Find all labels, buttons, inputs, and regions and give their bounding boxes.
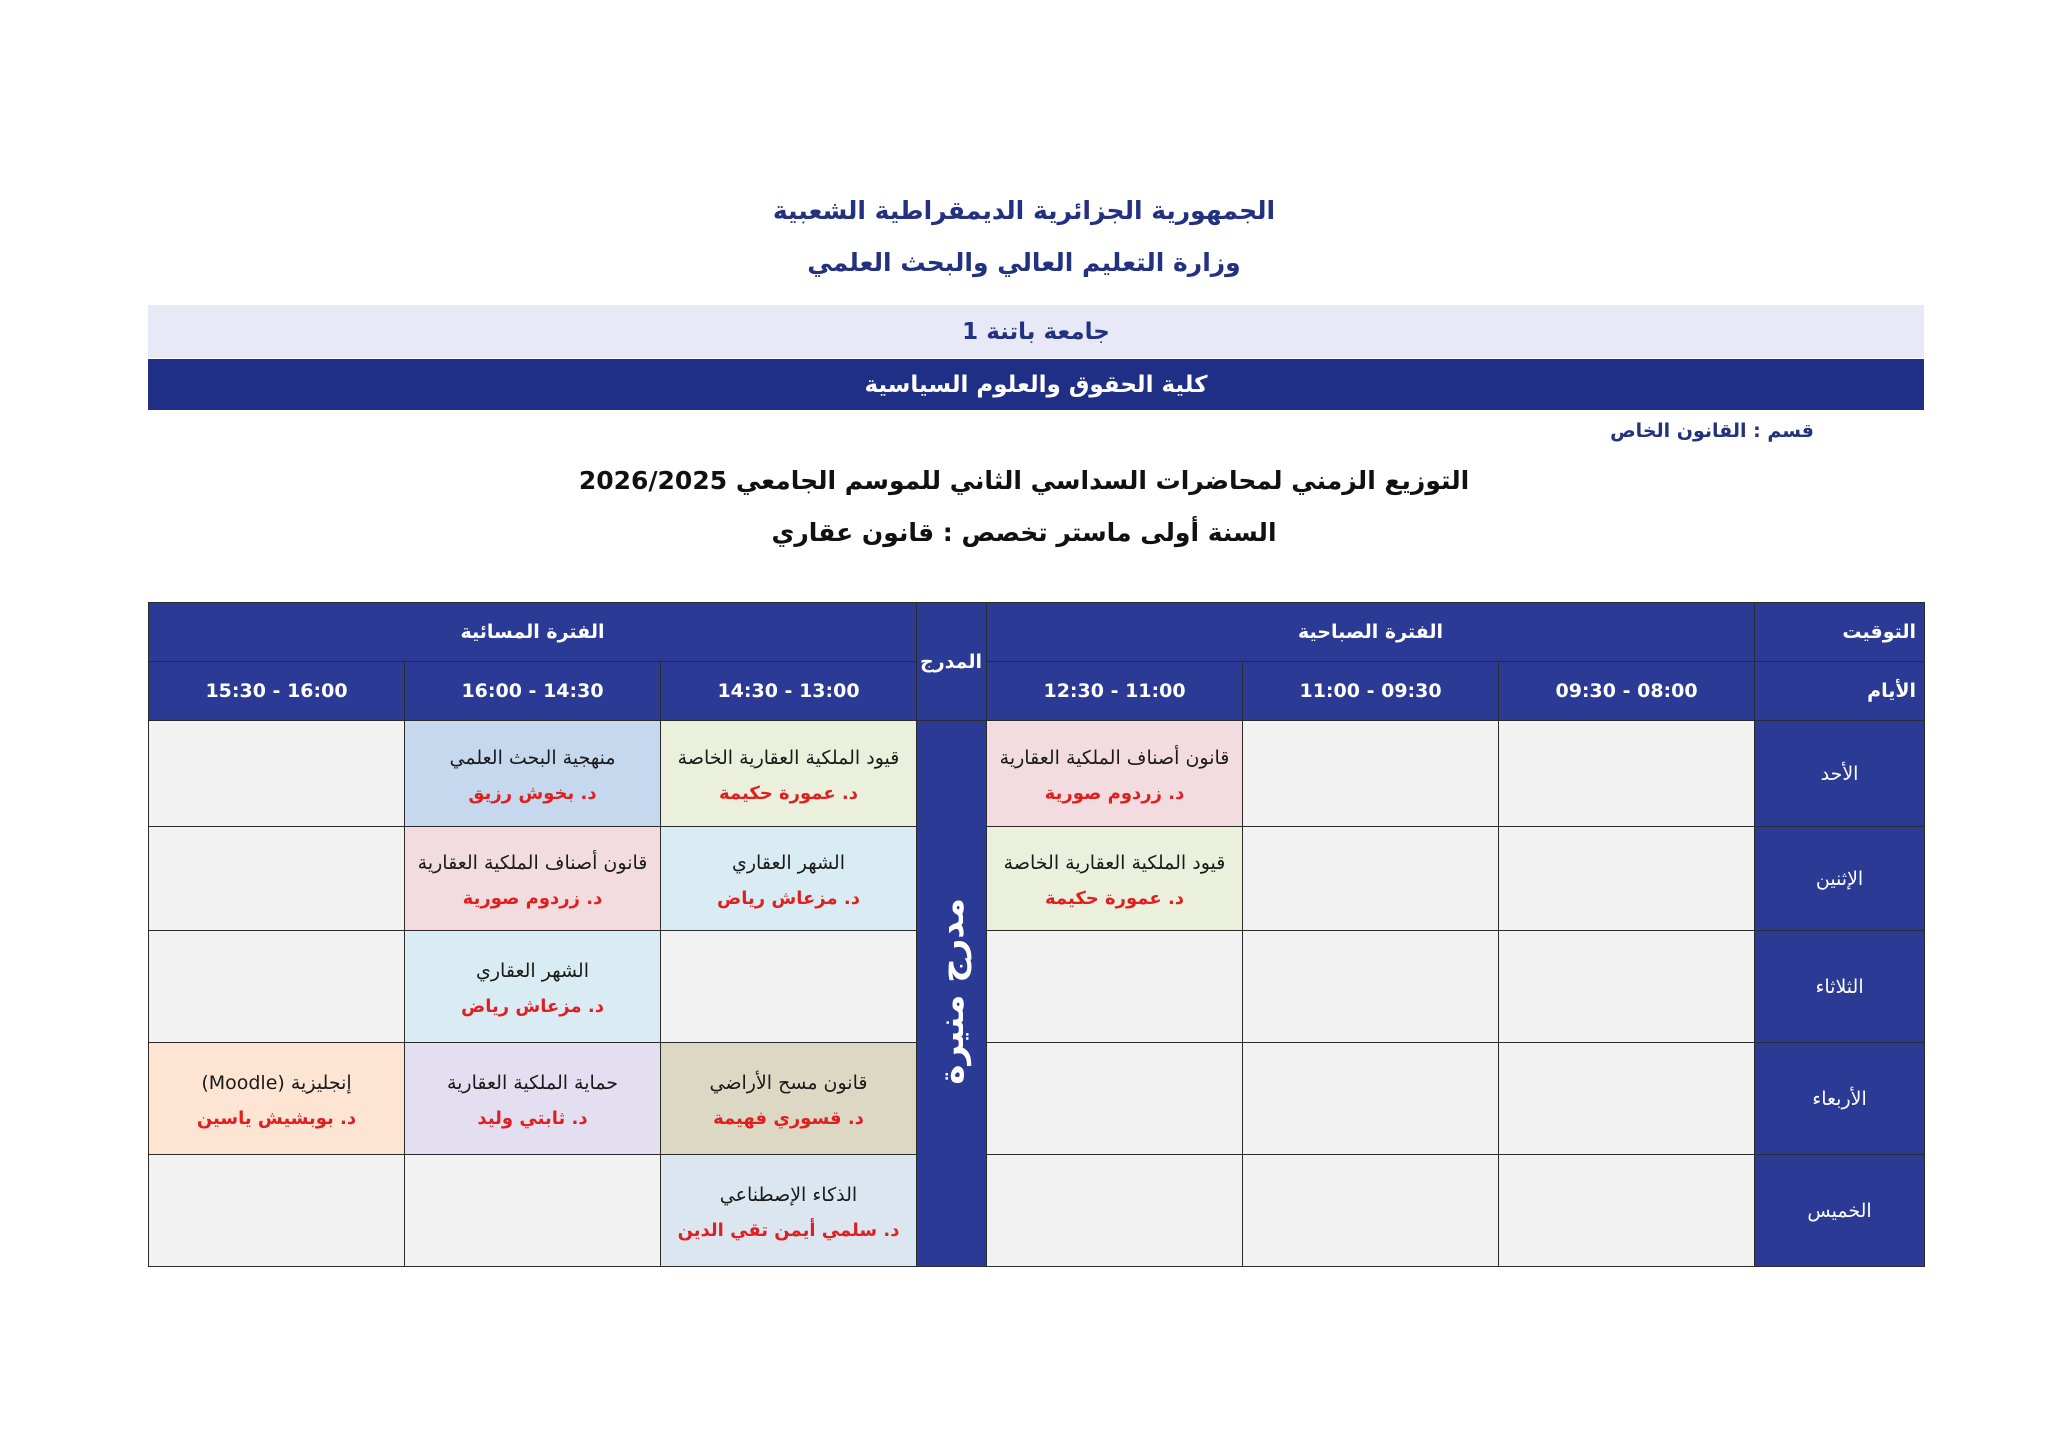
department-label: قسم : القانون الخاص bbox=[1610, 420, 1814, 442]
day-row bbox=[149, 1043, 1925, 1155]
empty-slot bbox=[1499, 721, 1755, 827]
course-name: قيود الملكية العقارية الخاصة bbox=[1003, 851, 1226, 874]
course-slot bbox=[661, 721, 917, 827]
course-slot bbox=[661, 1155, 917, 1267]
professor-name: د. بوبشيش ياسين bbox=[196, 1107, 357, 1129]
professor-name: د. مزعاش رياض bbox=[461, 995, 604, 1017]
empty-slot bbox=[987, 1155, 1243, 1267]
empty-slot bbox=[1243, 931, 1499, 1043]
empty-slot bbox=[987, 1043, 1243, 1155]
evening-period-header: الفترة المسائية bbox=[149, 603, 917, 662]
professor-name: د. قسوري فهيمة bbox=[713, 1107, 864, 1129]
slot-header: 16:00 - 15:30 bbox=[149, 662, 405, 721]
schedule-subtitle: السنة أولى ماستر تخصص : قانون عقاري bbox=[771, 518, 1277, 547]
empty-slot bbox=[661, 931, 917, 1043]
amphi-header: المدرج bbox=[917, 603, 987, 721]
timing-header: التوقيت bbox=[1755, 603, 1925, 662]
professor-name: د. عمورة حكيمة bbox=[718, 782, 859, 804]
slot-header: 08:00 - 09:30 bbox=[1499, 662, 1755, 721]
header-row-slots bbox=[149, 662, 1925, 721]
course-name: الذكاء الإصطناعي bbox=[719, 1183, 858, 1206]
day-label: الثلاثاء bbox=[1755, 931, 1925, 1043]
course-slot bbox=[405, 931, 661, 1043]
days-header: الأيام bbox=[1755, 662, 1925, 721]
empty-slot bbox=[987, 931, 1243, 1043]
slot-header: 11:00 - 12:30 bbox=[987, 662, 1243, 721]
course-name: قيود الملكية العقارية الخاصة bbox=[677, 746, 900, 769]
empty-slot bbox=[1499, 1155, 1755, 1267]
professor-name: د. زردوم صورية bbox=[1044, 782, 1185, 804]
republic-title: الجمهورية الجزائرية الديمقراطية الشعبية bbox=[772, 196, 1276, 225]
amphi-column bbox=[917, 721, 987, 1267]
morning-period-header: الفترة الصباحية bbox=[987, 603, 1755, 662]
day-label: الأحد bbox=[1755, 721, 1925, 827]
course-name: قانون أصناف الملكية العقارية bbox=[999, 746, 1230, 769]
day-row bbox=[149, 931, 1925, 1043]
empty-slot bbox=[1243, 1043, 1499, 1155]
professor-name: د. سلمي أيمن تقي الدين bbox=[677, 1219, 900, 1241]
empty-slot bbox=[1243, 721, 1499, 827]
empty-slot bbox=[149, 827, 405, 931]
empty-slot bbox=[149, 1155, 405, 1267]
course-name: حماية الملكية العقارية bbox=[446, 1071, 619, 1094]
course-slot bbox=[661, 827, 917, 931]
course-slot bbox=[987, 827, 1243, 931]
empty-slot bbox=[1499, 827, 1755, 931]
day-row bbox=[149, 827, 1925, 931]
timetable bbox=[148, 602, 1925, 1267]
professor-name: د. زردوم صورية bbox=[462, 887, 603, 909]
course-name: إنجليزية (Moodle) bbox=[201, 1071, 352, 1094]
course-slot bbox=[405, 1043, 661, 1155]
professor-name: د. مزعاش رياض bbox=[717, 887, 860, 909]
slot-header: 14:30 - 16:00 bbox=[405, 662, 661, 721]
empty-slot bbox=[405, 1155, 661, 1267]
empty-slot bbox=[1243, 1155, 1499, 1267]
schedule-title: التوزيع الزمني لمحاضرات السداسي الثاني للموسم الجامعي 2026/2025 bbox=[578, 466, 1470, 495]
empty-slot bbox=[1499, 1043, 1755, 1155]
professor-name: د. بخوش رزيق bbox=[468, 782, 597, 804]
university-name: جامعة باتنة 1 bbox=[962, 318, 1110, 345]
faculty-name: كلية الحقوق والعلوم السياسية bbox=[864, 371, 1208, 398]
course-slot bbox=[405, 721, 661, 827]
professor-name: د. عمورة حكيمة bbox=[1045, 887, 1185, 909]
day-label: الإثنين bbox=[1755, 827, 1925, 931]
course-name: الشهر العقاري bbox=[732, 851, 845, 874]
empty-slot bbox=[1499, 931, 1755, 1043]
course-name: قانون أصناف الملكية العقارية bbox=[417, 851, 648, 874]
header-row-periods bbox=[149, 603, 1925, 662]
slot-header: 13:00 - 14:30 bbox=[661, 662, 917, 721]
amphi-name: مدرج منيرة bbox=[931, 897, 972, 1085]
empty-slot bbox=[149, 931, 405, 1043]
ministry-title: وزارة التعليم العالي والبحث العلمي bbox=[807, 248, 1241, 277]
professor-name: د. ثابتي وليد bbox=[477, 1107, 588, 1129]
course-slot bbox=[149, 1043, 405, 1155]
faculty-banner bbox=[148, 359, 1924, 410]
empty-slot bbox=[1243, 827, 1499, 931]
day-label: الأربعاء bbox=[1755, 1043, 1925, 1155]
empty-slot bbox=[149, 721, 405, 827]
day-label: الخميس bbox=[1755, 1155, 1925, 1267]
course-name: قانون مسح الأراضي bbox=[709, 1071, 868, 1094]
day-row bbox=[149, 721, 1925, 827]
day-row bbox=[149, 1155, 1925, 1267]
slot-header: 09:30 - 11:00 bbox=[1243, 662, 1499, 721]
course-slot bbox=[987, 721, 1243, 827]
course-name: الشهر العقاري bbox=[476, 959, 589, 982]
course-name: منهجية البحث العلمي bbox=[449, 746, 616, 769]
course-slot bbox=[405, 827, 661, 931]
university-banner bbox=[148, 305, 1924, 358]
course-slot bbox=[661, 1043, 917, 1155]
